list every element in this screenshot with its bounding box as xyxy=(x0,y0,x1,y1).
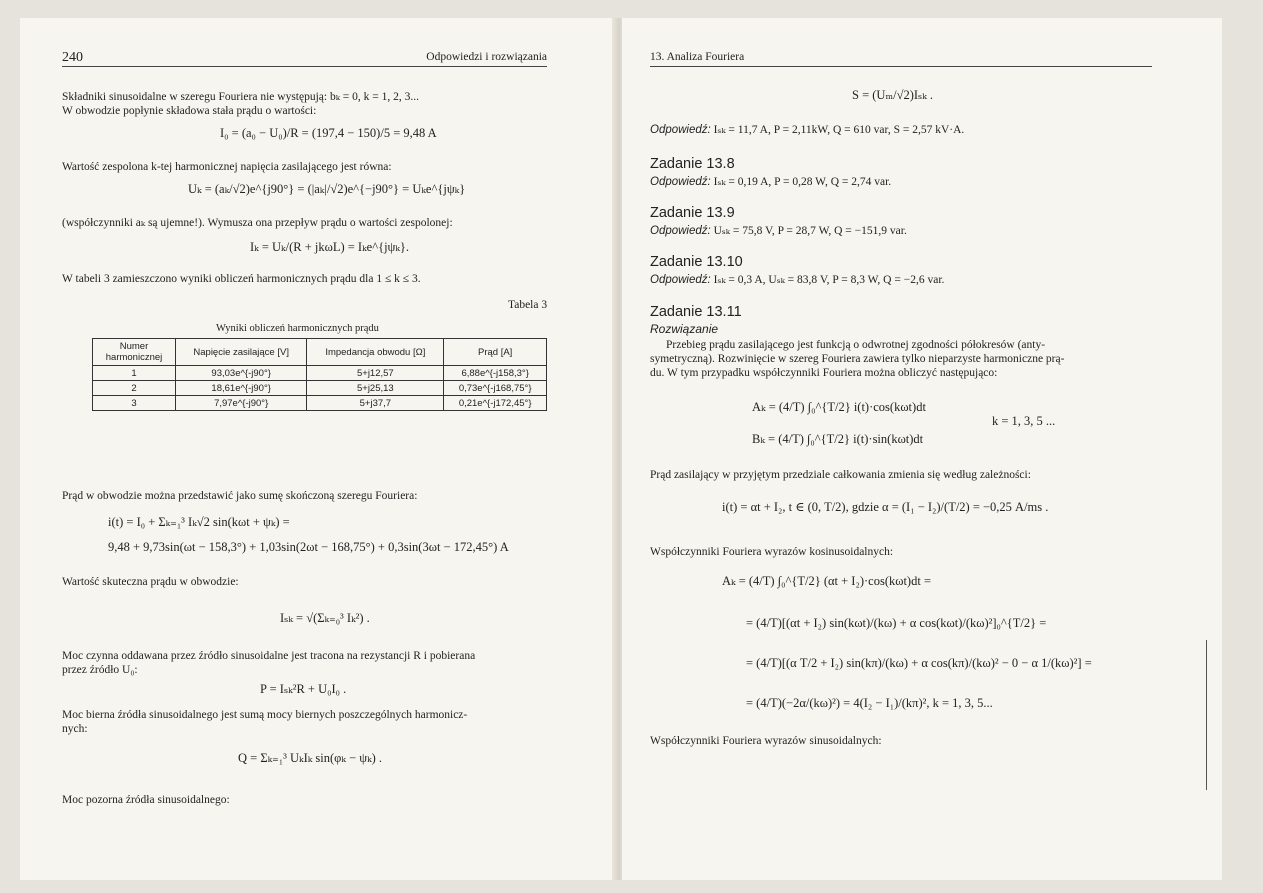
equation-a3: = (4/T)[(α T/2 + I₂) sin(kπ)/(kω) + α cos(kπ)/(kω)² − 0 − α 1/(kω)²] = xyxy=(746,656,1092,670)
equation-p: P = Iₛₖ²R + U₀I₀ . xyxy=(260,682,347,696)
paragraph: Wartość skuteczna prądu w obwodzie: xyxy=(62,576,239,588)
page-header xyxy=(62,50,547,67)
header-title: Odpowiedzi i rozwiązania xyxy=(426,51,547,63)
table-cell: 5+j25,13 xyxy=(307,381,444,396)
answer-value: Iₛₖ = 0,3 A, Uₛₖ = 83,8 V, P = 8,3 W, Q = −2,6 var. xyxy=(713,274,945,286)
paragraph: Składniki sinusoidalne w szeregu Fouriera nie występują: bₖ = 0, k = 1, 2, 3... xyxy=(62,91,419,103)
equation-a2: = (4/T)[(αt + I₂) sin(kωt)/(kω) + α cos(kωt)/(kω)²]₀^{T/2} = xyxy=(746,616,1047,630)
table-cell: 5+j37,7 xyxy=(307,396,444,411)
answer-line xyxy=(650,174,891,188)
column-header: Impedancja obwodu [Ω] xyxy=(307,339,444,366)
table-caption: Wyniki obliczeń harmonicznych prądu xyxy=(216,323,379,334)
answer-line xyxy=(650,272,944,286)
page-edge-mark xyxy=(1206,640,1207,790)
table-row xyxy=(93,366,547,381)
paragraph: przez źródło U₀: xyxy=(62,664,138,676)
answer-label: Odpowiedź: xyxy=(650,176,711,188)
paragraph: Przebieg prądu zasilającego jest funkcją o odwrotnej zgodności półokresów (anty- xyxy=(666,339,1046,351)
exercise-title: Zadanie 13.11 xyxy=(650,304,742,320)
equation-it: i(t) = αt + I₂, t ∈ (0, T/2), gdzie α = (I₁ − I₂)/(T/2) = −0,25 A/ms . xyxy=(722,500,1049,514)
equation-ik: Iₖ = Uₖ/(R + jkωL) = Iₖe^{jψₖ}. xyxy=(250,240,410,254)
equation-s: S = (Uₘ/√2)Iₛₖ . xyxy=(852,88,934,102)
column-header: Napięcie zasilające [V] xyxy=(176,339,307,366)
paragraph: Współczynniki Fouriera wyrazów sinusoidalnych: xyxy=(650,735,882,747)
table-cell: 5+j12,57 xyxy=(307,366,444,381)
equation-isk: Iₛₖ = √(Σₖ₌₀³ Iₖ²) . xyxy=(280,611,370,625)
paragraph: Moc pozorna źródła sinusoidalnego: xyxy=(62,794,230,806)
paragraph: symetryczną). Rozwinięcie w szereg Fouriera zawiera tylko nieparzyste harmoniczne prą- xyxy=(650,353,1065,365)
equation-a1: Aₖ = (4/T) ∫₀^{T/2} (αt + I₂)·cos(kωt)dt = xyxy=(722,574,931,588)
table-cell: 7,97e^{-j90°} xyxy=(176,396,307,411)
paragraph: Prąd w obwodzie można przedstawić jako sumę skończoną szeregu Fouriera: xyxy=(62,490,418,502)
column-header: Prąd [A] xyxy=(444,339,547,366)
table-cell: 2 xyxy=(93,381,176,396)
answer-value: Iₛₖ = 11,7 A, P = 2,11kW, Q = 610 var, S = 2,57 kV·A. xyxy=(713,124,965,136)
solution-label: Rozwiązanie xyxy=(650,322,719,336)
results-table xyxy=(92,338,547,411)
paragraph: Moc czynna oddawana przez źródło sinusoidalne jest tracona na rezystancji R i pobierana xyxy=(62,650,476,662)
paragraph: nych: xyxy=(62,723,88,735)
table-row xyxy=(93,381,547,396)
answer-line xyxy=(650,122,964,136)
answer-label: Odpowiedź: xyxy=(650,124,711,136)
equation-i-line1: i(t) = I₀ + Σₖ₌₁³ Iₖ√2 sin(kωt + ψₖ) = xyxy=(108,515,290,529)
exercise-title: Zadanie 13.10 xyxy=(650,254,743,270)
table-cell: 0,21e^{-j172,45°} xyxy=(444,396,547,411)
exercise-title: Zadanie 13.9 xyxy=(650,205,735,221)
left-page xyxy=(20,18,615,880)
table-cell: 0,73e^{-j168,75°} xyxy=(444,381,547,396)
paragraph: Prąd zasilający w przyjętym przedziale całkowania zmienia się według zależności: xyxy=(650,469,1031,481)
equation-k-range: k = 1, 3, 5 ... xyxy=(992,414,1056,428)
table-label: Tabela 3 xyxy=(508,299,548,311)
equation-q: Q = Σₖ₌₁³ UₖIₖ sin(φₖ − ψₖ) . xyxy=(238,751,383,765)
table-row xyxy=(93,396,547,411)
paragraph: W obwodzie popłynie składowa stała prądu o wartości: xyxy=(62,105,317,117)
answer-line xyxy=(650,223,907,237)
header-title: 13. Analiza Fouriera xyxy=(650,51,745,63)
equation-i-line2: 9,48 + 9,73sin(ωt − 158,3°) + 1,03sin(2ωt − 168,75°) + 0,3sin(3ωt − 172,45°) A xyxy=(108,540,509,554)
answer-value: Uₛₖ = 75,8 V, P = 28,7 W, Q = −151,9 var. xyxy=(713,225,907,237)
table-cell: 1 xyxy=(93,366,176,381)
paragraph: Moc bierna źródła sinusoidalnego jest sumą mocy biernych poszczególnych harmonicz- xyxy=(62,709,468,721)
equation-i0: I₀ = (a₀ − U₀)/R = (197,4 − 150)/5 = 9,48 A xyxy=(220,126,437,140)
paragraph: du. W tym przypadku współczynniki Fouriera można obliczyć następująco: xyxy=(650,367,998,379)
answer-value: Iₛₖ = 0,19 A, P = 0,28 W, Q = 2,74 var. xyxy=(713,176,892,188)
page-number: 240 xyxy=(62,50,83,65)
table-cell: 93,03e^{-j90°} xyxy=(176,366,307,381)
paragraph: Współczynniki Fouriera wyrazów kosinusoidalnych: xyxy=(650,546,894,558)
equation-uk: Uₖ = (aₖ/√2)e^{j90°} = (|aₖ|/√2)e^{−j90°} = Uₖe^{jψₖ} xyxy=(188,182,466,196)
table-header-row xyxy=(93,339,547,366)
page-header xyxy=(650,50,1152,67)
column-header: Numer harmonicznej xyxy=(93,339,176,366)
paragraph: Wartość zespolona k-tej harmonicznej napięcia zasilającego jest równa: xyxy=(62,161,392,173)
table-cell: 6,88e^{-j158,3°} xyxy=(444,366,547,381)
equation-ak: Aₖ = (4/T) ∫₀^{T/2} i(t)·cos(kωt)dt xyxy=(752,400,926,414)
answer-label: Odpowiedź: xyxy=(650,274,711,286)
exercise-title: Zadanie 13.8 xyxy=(650,156,735,172)
table-cell: 18,61e^{-j90°} xyxy=(176,381,307,396)
table-cell: 3 xyxy=(93,396,176,411)
right-page xyxy=(622,18,1222,880)
paragraph: (współczynniki aₖ są ujemne!). Wymusza ona przepływ prądu o wartości zespolonej: xyxy=(62,217,453,229)
answer-label: Odpowiedź: xyxy=(650,225,711,237)
equation-bk: Bₖ = (4/T) ∫₀^{T/2} i(t)·sin(kωt)dt xyxy=(752,432,924,446)
equation-a4: = (4/T)(−2α/(kω)²) = 4(I₂ − I₁)/(kπ)², k = 1, 3, 5... xyxy=(746,696,993,710)
paragraph: W tabeli 3 zamieszczono wyniki obliczeń harmonicznych prądu dla 1 ≤ k ≤ 3. xyxy=(62,273,421,285)
